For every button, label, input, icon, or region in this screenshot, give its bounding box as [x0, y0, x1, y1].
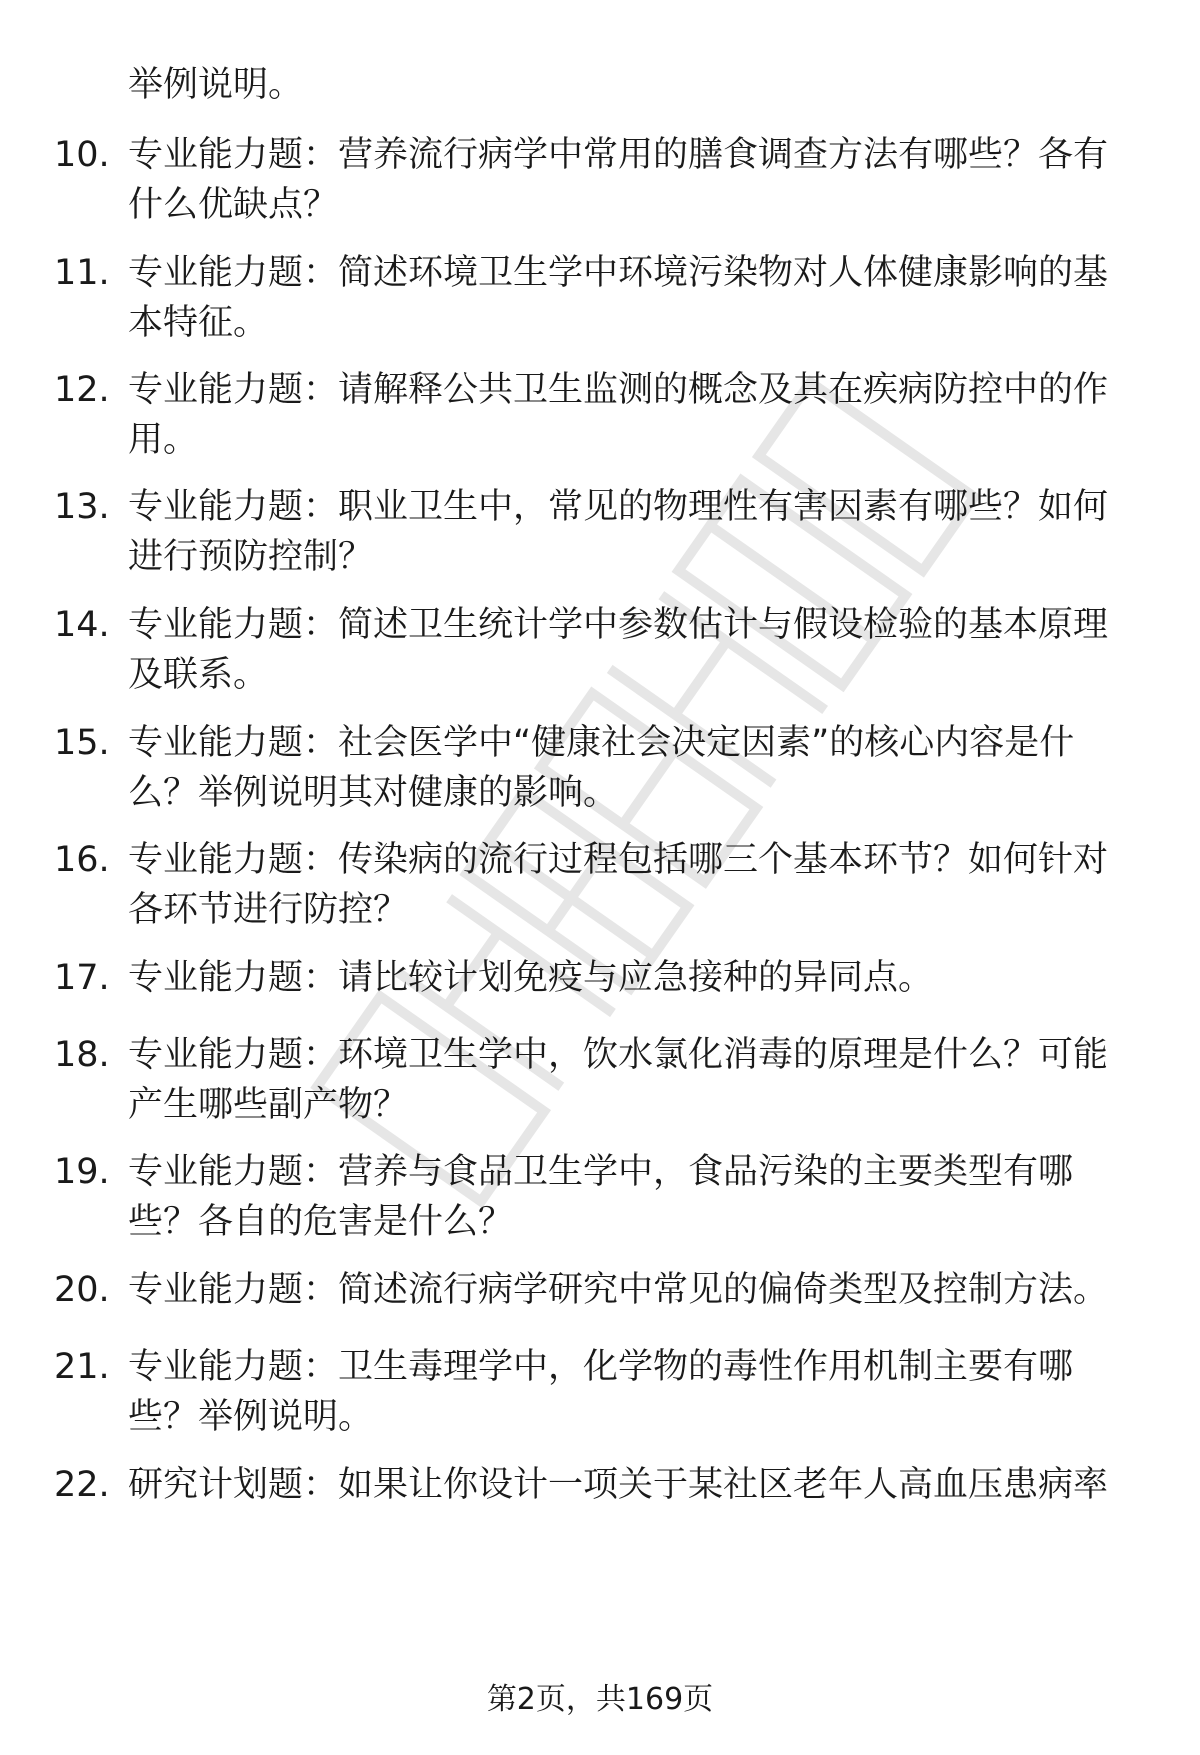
question-text: 专业能力题：职业卫生中，常见的物理性有害因素有哪些？如何进行预防控制？ [128, 487, 1109, 577]
question-number: 10. [54, 135, 110, 175]
question-item [0, 130, 1200, 230]
question-item [0, 953, 1200, 1003]
question-text: 研究计划题：如果让你设计一项关于某社区老年人高血压患病率 [128, 1465, 1109, 1505]
question-item [0, 1147, 1200, 1247]
question-text: 专业能力题：简述流行病学研究中常见的偏倚类型及控制方法。 [128, 1270, 1109, 1310]
question-item [0, 248, 1200, 348]
question-item [0, 1342, 1200, 1442]
question-text: 专业能力题：简述环境卫生学中环境污染物对人体健康影响的基本特征。 [128, 253, 1109, 343]
question-number: 12. [54, 370, 110, 410]
question-text: 专业能力题：环境卫生学中，饮水氯化消毒的原理是什么？可能产生哪些副产物？ [128, 1035, 1109, 1125]
page-footer: 第2页，共169页 [486, 1682, 714, 1717]
question-item [0, 365, 1200, 465]
question-number: 15. [54, 723, 110, 763]
question-text: 专业能力题：简述卫生统计学中参数估计与假设检验的基本原理及联系。 [128, 605, 1109, 695]
question-item [0, 1030, 1200, 1130]
question-number: 17. [54, 958, 110, 998]
question-item [0, 1265, 1200, 1315]
question-number: 14. [54, 605, 110, 645]
question-item [0, 482, 1200, 582]
question-number: 16. [54, 840, 110, 880]
question-text: 专业能力题：卫生毒理学中，化学物的毒性作用机制主要有哪些？举例说明。 [128, 1347, 1074, 1437]
question-number: 22. [54, 1465, 110, 1505]
question-text: 专业能力题：营养流行病学中常用的膳食调查方法有哪些？各有什么优缺点？ [128, 135, 1109, 225]
question-number: 19. [54, 1152, 110, 1192]
question-text: 专业能力题：请解释公共卫生监测的概念及其在疾病防控中的作用。 [128, 370, 1109, 460]
question-number: 21. [54, 1347, 110, 1387]
continuation-text: 举例说明。 [128, 65, 304, 105]
question-item [0, 835, 1200, 935]
question-text: 专业能力题：营养与食品卫生学中，食品污染的主要类型有哪些？各自的危害是什么？ [128, 1152, 1074, 1242]
question-text: 专业能力题：请比较计划免疫与应急接种的异同点。 [128, 958, 934, 998]
question-item [0, 1460, 1200, 1510]
question-number: 20. [54, 1270, 110, 1310]
question-item [0, 600, 1200, 700]
question-item [0, 718, 1200, 818]
question-number: 11. [54, 253, 110, 293]
question-text: 专业能力题：社会医学中“健康社会决定因素”的核心内容是什么？举例说明其对健康的影响。 [128, 723, 1075, 813]
question-number: 13. [54, 487, 110, 527]
question-text: 专业能力题：传染病的流行过程包括哪三个基本环节？如何针对各环节进行防控？ [128, 840, 1109, 930]
question-number: 18. [54, 1035, 110, 1075]
